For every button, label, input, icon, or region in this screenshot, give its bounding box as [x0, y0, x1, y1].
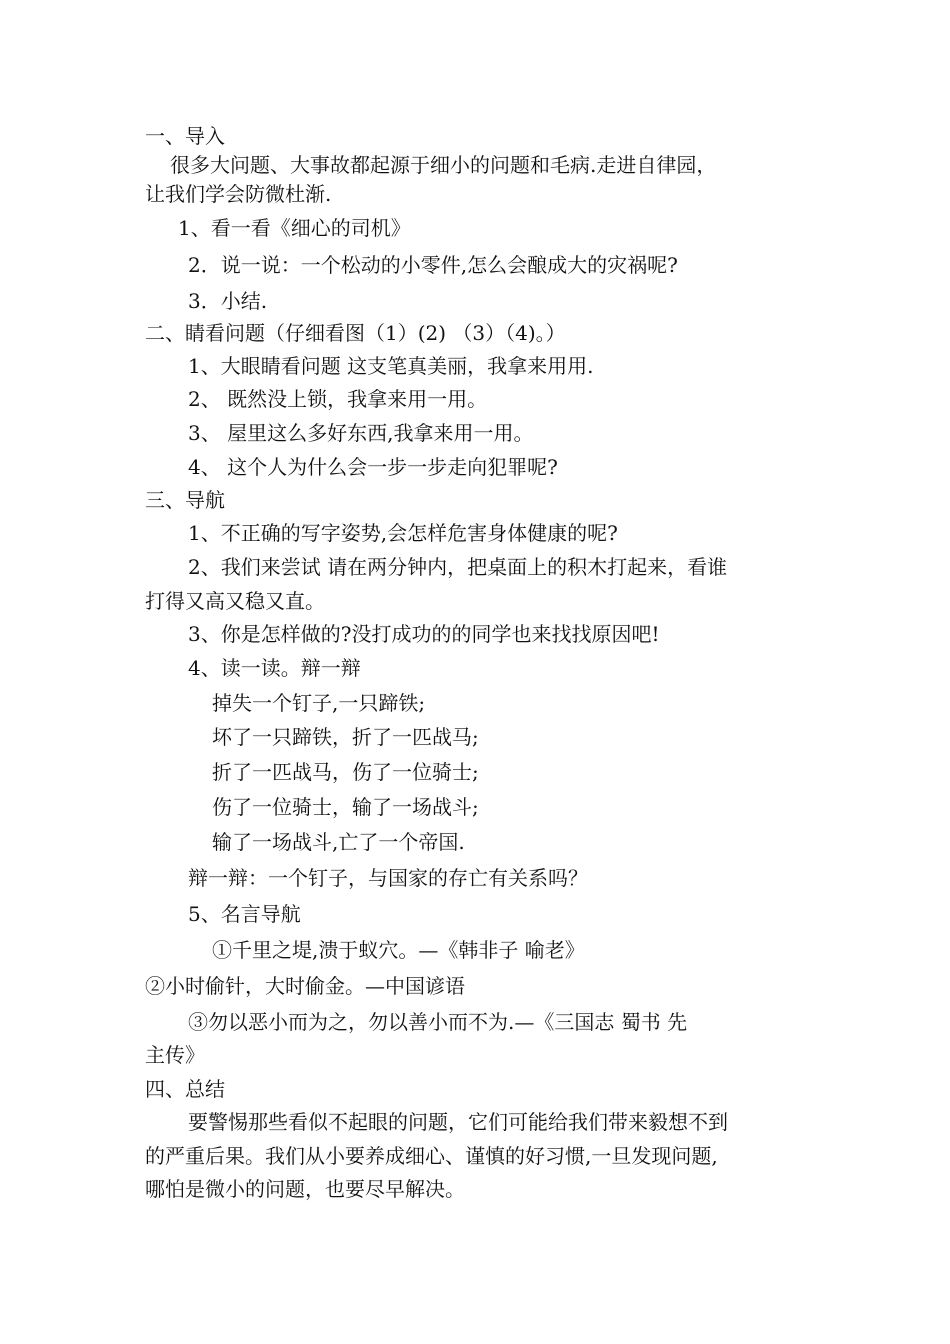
summary-line-3: 哪怕是微小的问题，也要尽早解决。: [145, 1177, 465, 1201]
section-2-item-4: 4、 这个人为什么会一步一步走向犯罪呢?: [188, 455, 558, 479]
poem-line: 输了一场战斗,亡了一个帝国.: [212, 830, 465, 854]
poem-line: 伤了一位骑士，输了一场战斗;: [212, 795, 479, 819]
section-1-heading: 一、导入: [145, 124, 225, 148]
quote-3-line-2: 主传》: [145, 1043, 205, 1067]
section-3-item-4: 4、读一读。辩一辩: [188, 656, 361, 680]
section-2-item-2: 2、 既然没上锁，我拿来用一用。: [188, 387, 488, 411]
section-3-item-1: 1、不正确的写字姿势,会怎样危害身体健康的呢?: [188, 521, 618, 545]
intro-paragraph-line-2: 让我们学会防微杜渐.: [145, 182, 332, 206]
summary-line-1: 要警惕那些看似不起眼的问题，它们可能给我们带来毅想不到: [188, 1110, 728, 1134]
section-4-heading: 四、总结: [145, 1077, 225, 1101]
section-2-item-1: 1、大眼睛看问题 这支笔真美丽，我拿来用用.: [188, 354, 594, 378]
quote-2: ②小时偷针，大时偷金。—中国谚语: [145, 974, 465, 998]
section-2-heading: 二、睛看问题（仔细看图（1）(2) （3）（4)。）: [145, 321, 566, 345]
section-3-item-2-line-1: 2、我们来尝试 请在两分钟内，把桌面上的积木打起来，看谁: [188, 555, 728, 579]
poem-line: 折了一匹战马，伤了一位骑士;: [212, 760, 479, 784]
quote-1: ①千里之堤,溃于蚁穴。—《韩非子 喻老》: [212, 938, 585, 962]
quote-3-line-1: ③勿以恶小而为之，勿以善小而不为.—《三国志 蜀书 先: [188, 1010, 688, 1034]
section-1-item-2: 2．说一说：一个松动的小零件,怎么会酿成大的灾祸呢?: [188, 253, 678, 277]
section-1-item-1: 1、看一看《细心的司机》: [178, 216, 411, 240]
section-3-item-2-line-2: 打得又高又稳又直。: [145, 589, 325, 613]
section-3-heading: 三、导航: [145, 488, 225, 512]
poem-line: 掉失一个钉子,一只蹄铁;: [212, 691, 426, 715]
section-3-item-3: 3、你是怎样做的?没打成功的的同学也来找找原因吧!: [188, 622, 660, 646]
debate-question: 辩一辩：一个钉子，与国家的存亡有关系吗？: [188, 866, 588, 890]
poem-line: 坏了一只蹄铁，折了一匹战马;: [212, 725, 479, 749]
section-3-item-5: 5、名言导航: [188, 902, 301, 926]
intro-paragraph-line-1: 很多大问题、大事故都起源于细小的问题和毛病.走进自律园，: [170, 153, 717, 177]
section-1-item-3: 3．小结.: [188, 289, 268, 313]
summary-line-2: 的严重后果。我们从小要养成细心、谨慎的好习惯,一旦发现问题,: [145, 1144, 718, 1168]
section-2-item-3: 3、 屋里这么多好东西,我拿来用一用。: [188, 421, 534, 445]
